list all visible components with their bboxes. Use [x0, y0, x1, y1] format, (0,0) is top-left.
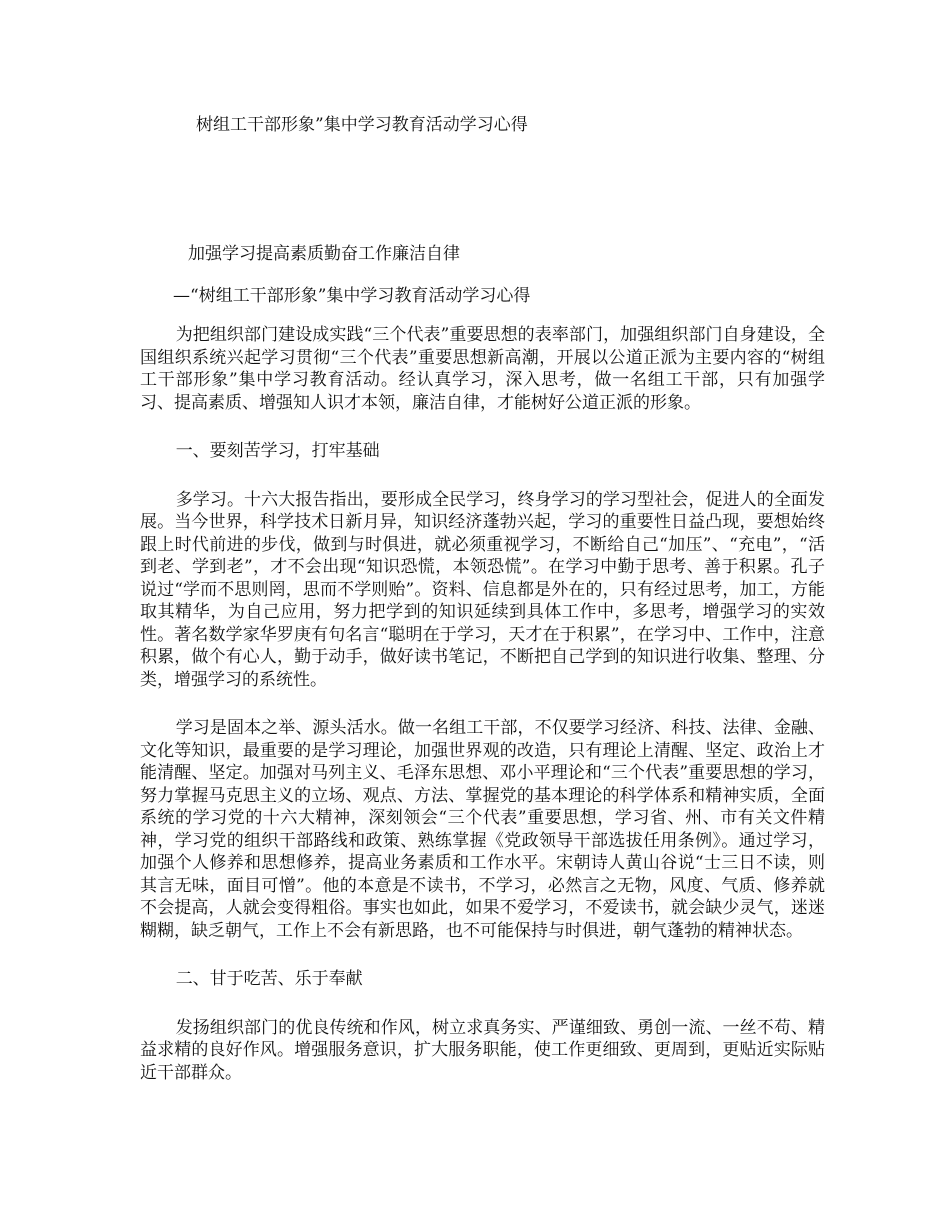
document-body	[140, 324, 825, 1110]
section-heading-2: 二、甘于吃苦、乐于奉献	[175, 969, 363, 989]
paragraph-intro: 为把组织部门建设成实践“三个代表”重要思想的表率部门，加强组织部门自身建设，全国组织系统兴起学习贯彻“三个代表”重要思想新高潮，开展以公道正派为主要内容的“树组工干部形象”集中学习教育活动。经认真学习，深入思考，做一名组工干部，只有加强学习、提高素质、增强知人识才本领，廉洁自律，才能树好公道正派的形象。	[140, 325, 825, 413]
paragraph-work-style: 发扬组织部门的优良传统和作风，树立求真务实、严谨细致、勇创一流、一丝不苟、精益求精的良好作风。增强服务意识，扩大服务职能，使工作更细致、更周到，更贴近实际贴近干部群众。	[140, 1017, 825, 1083]
article-heading: 加强学习提高素质勤奋工作廉洁自律	[188, 244, 460, 264]
article-subheading: —“树组工干部形象”集中学习教育活动学习心得	[173, 286, 531, 306]
paragraph-study-more: 多学习。十六大报告指出，要形成全民学习，终身学习的学习型社会，促进人的全面发展。当今世界，科学技术日新月异，知识经济蓬勃兴起，学习的重要性日益凸现，要想始终跟上时代前进的步伐，做到与时俱进，就必须重视学习，不断给自己“加压”、“充电”，“活到老、学到老”，才不会出现“知识恐慌，本领恐慌”。在学习中勤于思考、善于积累。孔子说过“学而不思则罔，思而不学则贻”。资料、信息都是外在的，只有经过思考，加工，方能取其精华，为自己应用，努力把学到的知识延续到具体工作中，多思考，增强学习的实效性。著名数学家华罗庚有句名言“聪明在于学习，天才在于积累”，在学习中、工作中，注意积累，做个有心人，勤于动手，做好读书笔记，不断把自己学到的知识进行收集、整理、分类，增强学习的系统性。	[140, 489, 825, 690]
section-heading-1: 一、要刻苦学习，打牢基础	[175, 441, 380, 461]
paragraph-study-foundation: 学习是固本之举、源头活水。做一名组工干部，不仅要学习经济、科技、法律、金融、文化等知识，最重要的是学习理论，加强世界观的改造，只有理论上清醒、坚定、政治上才能清醒、坚定。加强对马列主义、毛泽东思想、邓小平理论和“三个代表”重要思想的学习，努力掌握马克思主义的立场、观点、方法、掌握党的基本理论的科学体系和精神实质，全面系统的学习党的十六大精神，深刻领会“三个代表”重要思想，学习省、州、市有关文件精神，学习党的组织干部路线和政策、熟练掌握《党政领导干部选拔任用条例》。通过学习，加强个人修养和思想修养，提高业务素质和工作水平。宋朝诗人黄山谷说“士三日不读，则其言无味，面目可憎”。他的本意是不读书，不学习，必然言之无物，风度、气质、修养就不会提高，人就会变得粗俗。事实也如此，如果不爱学习，不爱读书，就会缺少灵气，迷迷糊糊，缺乏朝气，工作上不会有新思路，也不可能保持与时俱进，朝气蓬勃的精神状态。	[140, 718, 825, 941]
document-title: 树组工干部形象”集中学习教育活动学习心得	[196, 115, 528, 135]
